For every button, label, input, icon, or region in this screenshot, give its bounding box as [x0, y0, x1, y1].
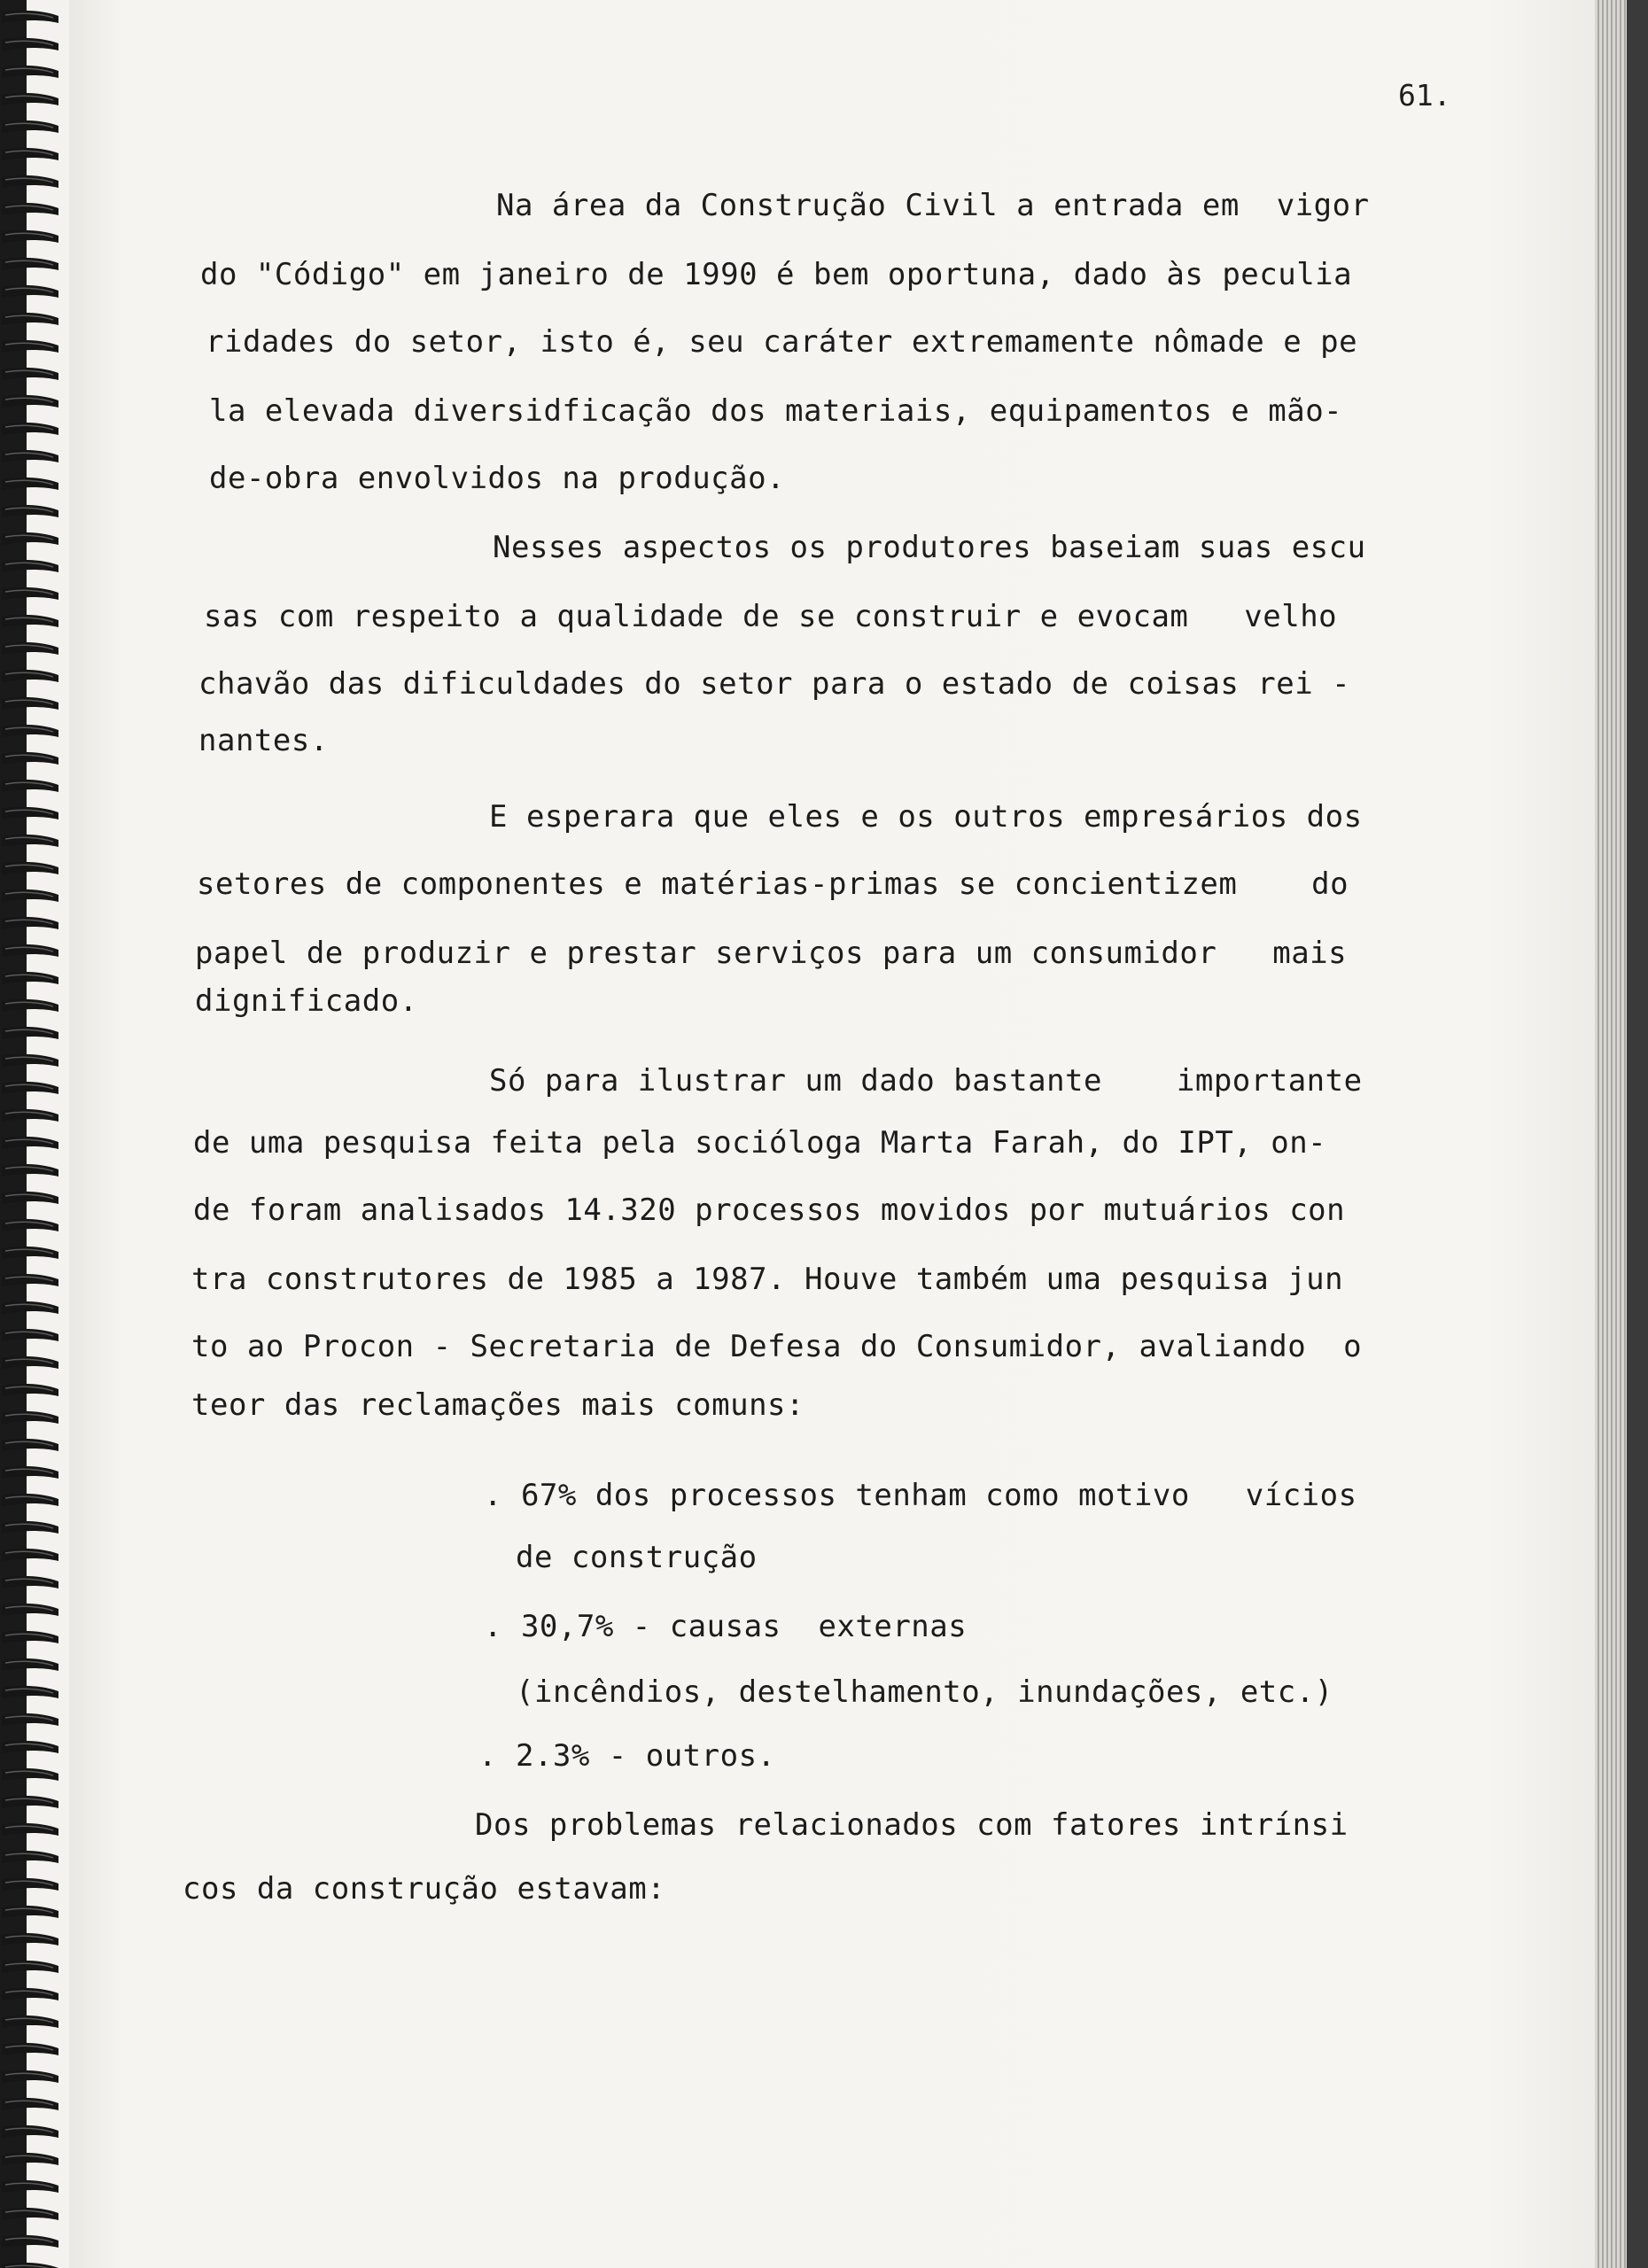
spiral-coil [2, 203, 58, 215]
spiral-coil [2, 230, 58, 243]
spiral-coil [2, 587, 58, 600]
spiral-coil [2, 1356, 58, 1369]
spiral-coil [2, 66, 58, 78]
spiral-coil [2, 2016, 58, 2028]
spiral-coil [2, 642, 58, 655]
page-stack-shadow [1627, 0, 1648, 2268]
spiral-coil [2, 615, 58, 627]
spiral-coil [2, 1247, 58, 1259]
list-item: . 67% dos processos tenham como motivo vícios [484, 1478, 1357, 1513]
spiral-coil [2, 2153, 58, 2165]
list-item-continuation: de construção [516, 1540, 758, 1575]
spiral-coil [2, 1219, 58, 1231]
text-line: tra construtores de 1985 a 1987. Houve também uma pesquisa jun [191, 1262, 1344, 1297]
spiral-coil [2, 2125, 58, 2138]
spiral-coil [2, 1878, 58, 1891]
spiral-coil [2, 1137, 58, 1149]
spiral-coil [2, 423, 58, 435]
spiral-coil [2, 11, 58, 23]
spiral-coil [2, 505, 58, 517]
spiral-coil [2, 1851, 58, 1863]
spiral-coil [2, 1549, 58, 1561]
spiral-coil [2, 1301, 58, 1314]
spiral-coil [2, 1686, 58, 1698]
spiral-coil [2, 1961, 58, 1973]
text-line: nantes. [198, 723, 329, 758]
text-line: to ao Procon - Secretaria de Defesa do Consumidor, avaliando o [191, 1329, 1363, 1364]
spiral-coil [2, 1164, 58, 1177]
spiral-coil [2, 835, 58, 847]
text-line: Dos problemas relacionados com fatores intrínsi [475, 1807, 1349, 1843]
text-line: de-obra envolvidos na produção. [209, 461, 786, 496]
spiral-coil [2, 93, 58, 105]
spiral-coil [2, 1658, 58, 1671]
spiral-coil [2, 1027, 58, 1039]
spiral-coil [2, 1274, 58, 1286]
text-line: ridades do setor, isto é, seu caráter extremamente nômade e pe [206, 324, 1358, 360]
text-line: de foram analisados 14.320 processos movidos por mutuários con [193, 1192, 1346, 1228]
spiral-coil [2, 38, 58, 50]
spiral-coil [2, 2043, 58, 2055]
spiral-coil [2, 1521, 58, 1534]
spiral-coil [2, 2208, 58, 2220]
spiral-coil [2, 917, 58, 929]
spiral-coil [2, 1466, 58, 1479]
spiral-coil [2, 1329, 58, 1341]
spiral-coil [2, 368, 58, 380]
spiral-coil [2, 1823, 58, 1836]
spiral-coil [2, 2070, 58, 2083]
spiral-coil [2, 1576, 58, 1588]
text-line: dignificado. [195, 983, 418, 1019]
spiral-coil [2, 560, 58, 572]
text-line: Só para ilustrar um dado bastante importante [489, 1063, 1363, 1099]
spiral-coil [2, 725, 58, 737]
page-number: 61. [1398, 78, 1451, 113]
spiral-coil [2, 1741, 58, 1753]
spiral-coil [2, 1054, 58, 1067]
spiral-coil [2, 862, 58, 874]
spiral-coil [2, 1713, 58, 1726]
spiral-coil [2, 670, 58, 682]
spiral-coil [2, 1906, 58, 1918]
text-line: chavão das dificuldades do setor para o estado de coisas rei - [198, 666, 1351, 702]
spiral-coil [2, 1192, 58, 1204]
text-line: Nesses aspectos os produtores baseiam suas escu [493, 530, 1366, 565]
spiral-coil [2, 2098, 58, 2110]
spiral-coil [2, 478, 58, 490]
spiral-coil [2, 780, 58, 792]
list-item: . 30,7% - causas externas [484, 1609, 968, 1644]
spiral-coil [2, 1439, 58, 1451]
text-line: cos da construção estavam: [183, 1871, 666, 1907]
spiral-coil [2, 2180, 58, 2193]
spiral-coil [2, 450, 58, 462]
spiral-coil [2, 395, 58, 408]
spiral-binding [0, 0, 89, 2268]
spiral-coil [2, 944, 58, 957]
text-line: papel de produzir e prestar serviços para um consumidor mais [195, 936, 1348, 971]
spiral-coil [2, 1494, 58, 1506]
spiral-coil [2, 313, 58, 325]
list-item-continuation: (incêndios, destelhamento, inundações, etc.) [516, 1674, 1333, 1710]
spiral-coil [2, 1604, 58, 1616]
spiral-coil [2, 889, 58, 902]
spiral-coil [2, 1933, 58, 1946]
text-line: E esperara que eles e os outros empresários dos [489, 799, 1363, 835]
spiral-coil [2, 972, 58, 984]
spiral-coil [2, 1768, 58, 1781]
spiral-coil [2, 999, 58, 1012]
spiral-coil [2, 532, 58, 545]
spiral-coil [2, 1796, 58, 1808]
spiral-coil [2, 807, 58, 819]
spiral-coil [2, 752, 58, 765]
list-item: . 2.3% - outros. [478, 1738, 776, 1774]
text-line: la elevada diversidficação dos materiais, equipamentos e mão- [209, 393, 1343, 429]
spiral-coil [2, 1411, 58, 1424]
text-line: do "Código" em janeiro de 1990 é bem oportuna, dado às peculia [200, 257, 1353, 292]
spiral-coil [2, 1631, 58, 1643]
text-line: de uma pesquisa feita pela socióloga Marta Farah, do IPT, on- [193, 1125, 1327, 1161]
spiral-coil [2, 258, 58, 270]
spiral-coil [2, 1988, 58, 2000]
spiral-coil [2, 1082, 58, 1094]
spiral-coil [2, 2235, 58, 2248]
spiral-coil [2, 2263, 58, 2268]
spiral-coil [2, 697, 58, 710]
spiral-coil [2, 1109, 58, 1122]
text-line: setores de componentes e matérias-primas se concientizem do [197, 866, 1349, 902]
spiral-coil [2, 120, 58, 133]
text-line: Na área da Construção Civil a entrada em vigor [496, 188, 1370, 223]
text-line: teor das reclamações mais comuns: [191, 1387, 805, 1423]
spiral-coil [2, 285, 58, 298]
spiral-coil [2, 175, 58, 188]
spiral-coil [2, 148, 58, 160]
spiral-coil [2, 1384, 58, 1396]
spiral-coil [2, 340, 58, 353]
text-line: sas com respeito a qualidade de se construir e evocam velho [204, 599, 1338, 634]
